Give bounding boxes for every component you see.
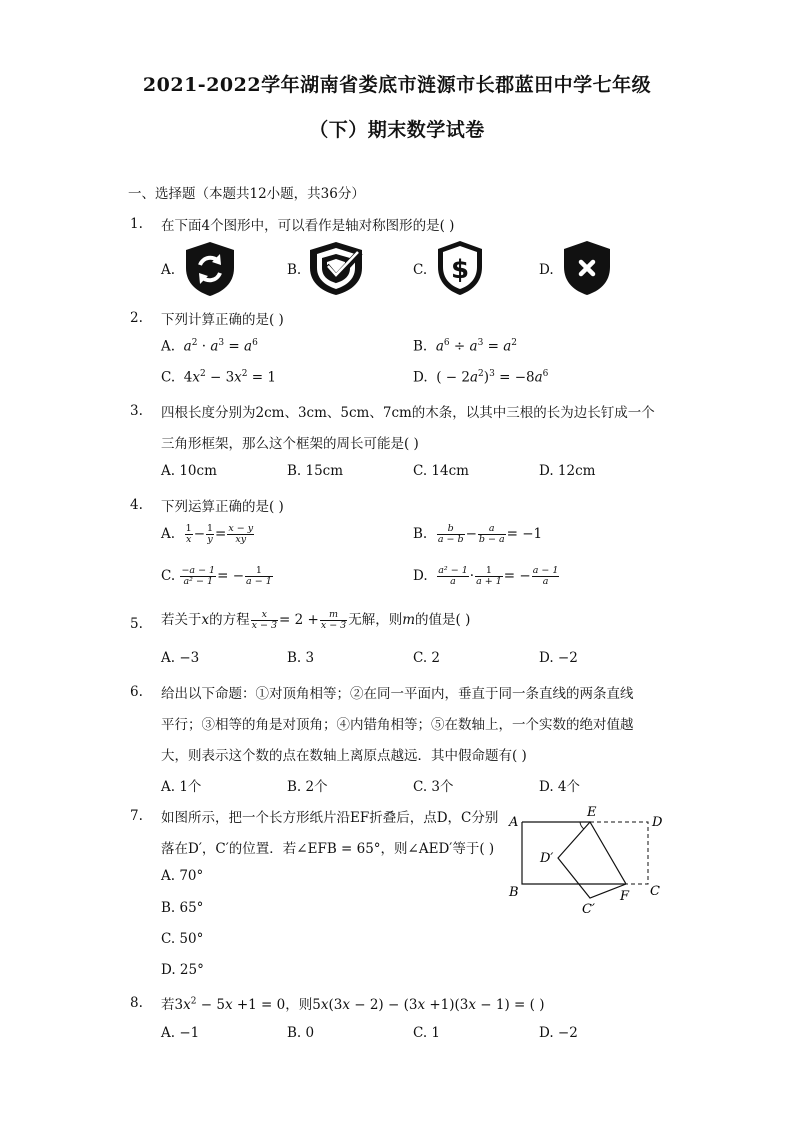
option-label: D. [539, 262, 554, 278]
question-number: 8. [130, 995, 143, 1011]
option-b: B. 15cm [287, 463, 344, 479]
option-label: C. [161, 369, 176, 386]
option-c: C. 14cm [413, 463, 469, 479]
option-d: D. −2 [539, 1025, 578, 1041]
option-c: C. $4x^2 - 3x^2 = 1$ [161, 369, 276, 386]
question-number: 7. [130, 808, 143, 824]
option-label: C. [161, 568, 176, 584]
question-text: 下列运算正确的是( ) [161, 499, 284, 515]
question-number: 3. [130, 403, 143, 419]
option-b: B. $a^6 \div a^3 = a^2$ [413, 338, 518, 355]
refresh-shield-icon [182, 240, 238, 298]
question-text: 若关于x的方程 $\frac{x}{x - 3}$ = 2 + $\frac{m}{x - 3}$ 无解，则m的值是( ) [161, 609, 471, 631]
option-a: A. 70° [161, 868, 204, 884]
option-b: B. $\frac{b}{a - b}$ − $\frac{a}{b - a}$ = −1 [413, 523, 543, 545]
page-title-line2: （下）期末数学试卷 [309, 119, 485, 141]
question-number: 1. [130, 216, 143, 232]
question-text: 若$3x^2 - 5x +1 = 0$，则5x(3x − 2) − (3x +1)(3x − 1) = ( ) [161, 996, 545, 1013]
option-b: B. 2个 [287, 779, 328, 795]
check-shield-icon [306, 240, 366, 296]
option-d: D. 25° [161, 962, 204, 978]
point-label-a: A [509, 815, 519, 830]
option-label: B. [287, 262, 302, 278]
option-c: C. 3个 [413, 779, 454, 795]
question-text: 三角形框架，那么这个框架的周长可能是( ) [161, 436, 419, 452]
point-label-c-prime: C′ [582, 902, 595, 917]
question-text: 平行；③相等的角是对顶角；④内错角相等；⑤在数轴上，一个实数的绝对值越 [161, 717, 634, 733]
question-text: 落在D′，C′的位置．若∠EFB = 65°，则∠AED′等于( ) [161, 841, 495, 857]
option-a: A. 10cm [161, 463, 217, 479]
dollar-shield-icon [434, 239, 486, 297]
option-c: C. 50° [161, 931, 204, 947]
option-b: B. 0 [287, 1025, 315, 1041]
option-label: B. [413, 338, 428, 355]
page-title-line1: 2021-2022学年湖南省娄底市涟源市长郡蓝田中学七年级 [142, 74, 652, 96]
option-a: A. $a^2 \cdot a^3 = a^6$ [161, 338, 258, 355]
option-label: D. [413, 568, 428, 584]
point-label-c: C [650, 884, 660, 899]
option-a: A. −3 [161, 650, 200, 666]
question-text: 在下面4个图形中，可以看作是轴对称图形的是( ) [161, 218, 455, 234]
question-number: 6. [130, 684, 143, 700]
point-label-b: B [509, 885, 519, 900]
option-label: A. [161, 338, 176, 355]
question-text: 大，则表示这个数的点在数轴上离原点越远．其中假命题有( ) [161, 748, 527, 764]
option-b: B. 3 [287, 650, 315, 666]
point-label-d: D [652, 815, 663, 830]
option-a: A. −1 [161, 1025, 200, 1041]
question-text: 四根长度分别为2cm、3cm、5cm、7cm的木条，以其中三根的长为边长钉成一个 [161, 405, 655, 421]
question-text: 如图所示，把一个长方形纸片沿EF折叠后，点D，C分别 [161, 810, 499, 826]
point-label-d-prime: D′ [540, 851, 554, 866]
option-d: D. 4个 [539, 779, 581, 795]
point-label-f: F [620, 889, 630, 904]
option-d: D. ( − $2a^2)^3 = -8a^6$ [413, 369, 549, 386]
option-c: C. $\frac{-a - 1}{\text{a² − 1}}$ = − $\frac{1}{a - 1}$ [161, 565, 272, 587]
option-label: C. [413, 262, 428, 278]
point-label-e: E [587, 805, 597, 820]
option-c: C. 1 [413, 1025, 441, 1041]
option-d: D. −2 [539, 650, 578, 666]
question-text: 给出以下命题：①对顶角相等；②在同一平面内，垂直于同一条直线的两条直线 [161, 686, 634, 702]
option-label: A. [161, 262, 176, 278]
svg-text:$: $ [450, 255, 470, 285]
section-heading: 一、选择题（本题共12小题，共36分） [128, 186, 365, 202]
option-label: B. [413, 526, 428, 542]
option-d: D. $\frac{\text{a² − 1}}{a}$ · $\frac{1}{a + 1}$ = − $\frac{a - 1}{a}$ [413, 565, 559, 587]
option-a: A. 1个 [161, 779, 202, 795]
option-label: A. [161, 526, 176, 542]
option-a: A. $\frac{1}{x}$ − $\frac{1}{y}$ = $\frac{x - y}{xy}$ [161, 523, 254, 545]
question-number: 4. [130, 497, 143, 513]
option-d: D. 12cm [539, 463, 596, 479]
question-text: 下列计算正确的是( ) [161, 312, 284, 328]
x-shield-icon [560, 239, 614, 297]
folded-rectangle-figure [500, 798, 670, 918]
option-b: B. 65° [161, 900, 204, 916]
question-number: 5. [130, 616, 143, 632]
option-label: D. [413, 369, 428, 386]
option-c: C. 2 [413, 650, 441, 666]
question-number: 2. [130, 310, 143, 326]
